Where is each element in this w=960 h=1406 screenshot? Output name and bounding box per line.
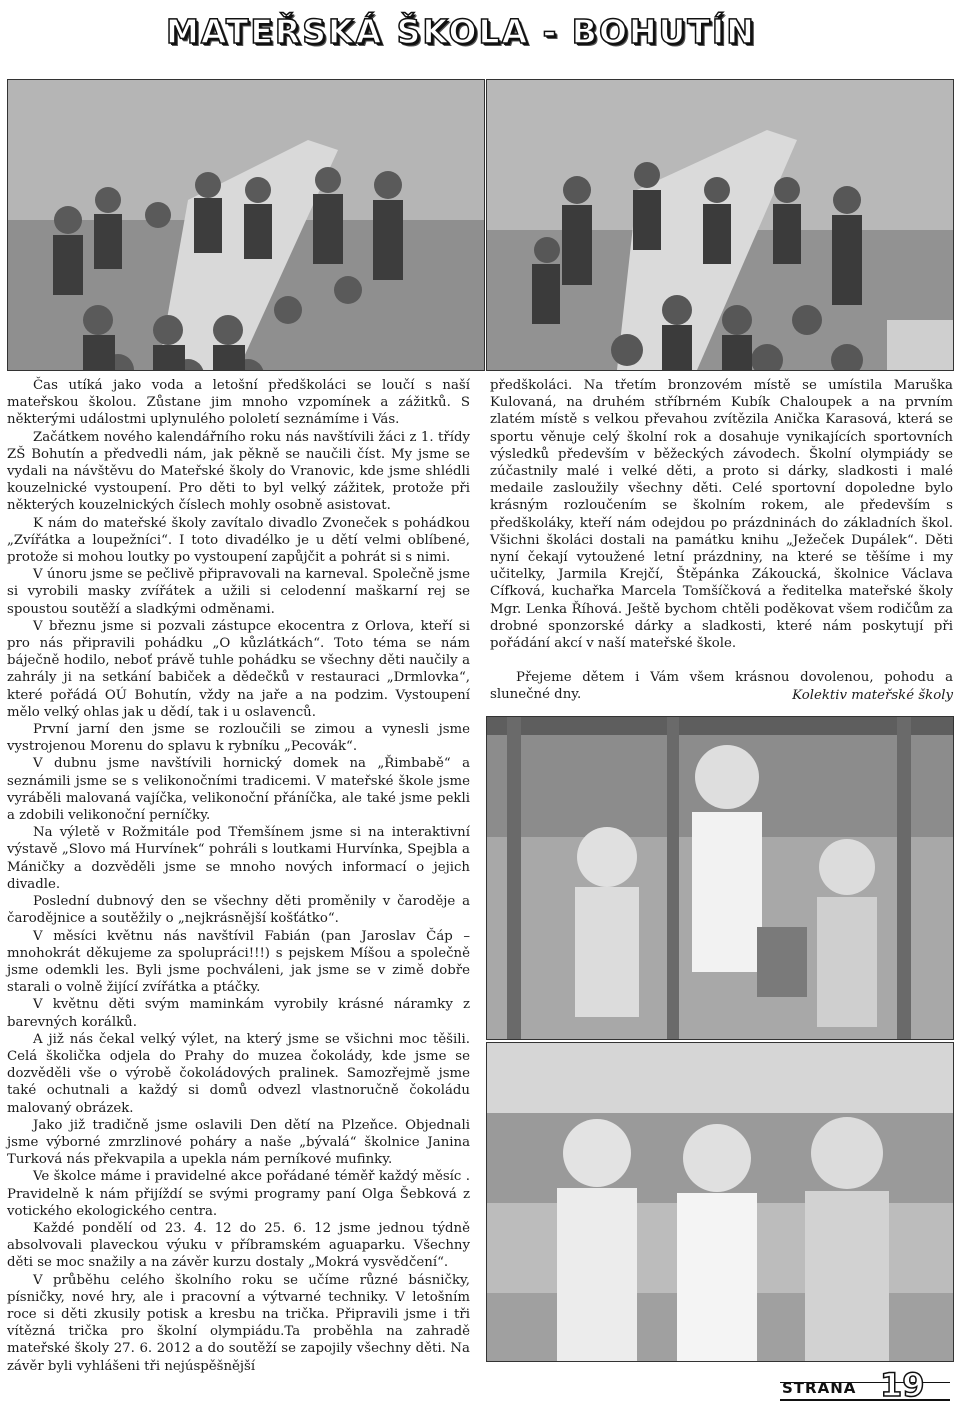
article-paragraph: Poslední dubnový den se všechny děti proměnily v čaroděje a čarodějnice a soutěžily o „nejkrásnější košťátko“. bbox=[7, 894, 470, 927]
group-photo-left bbox=[7, 79, 485, 371]
article-paragraph: Každé pondělí od 23. 4. 12 do 25. 6. 12 jsme jednou týdně absolvovali plaveckou výuku v příbramském aguaparku. Všechny děti se moc snažily a na závěr kurzu dostaly „Mokrá vysvědčení“. bbox=[7, 1220, 470, 1271]
article-paragraph: K nám do mateřské školy zavítalo divadlo Zvoneček s pohádkou „Zvířátka a loupežníci“. I toto divadélko je u dětí velmi oblíbené, protože si mohou loutky po vystoupení zapůjčit a pohrát si s nimi. bbox=[7, 515, 470, 566]
article-paragraph: V květnu děti svým maminkám vyrobily krásné náramky z barevných korálků. bbox=[7, 997, 470, 1030]
article-left-column bbox=[7, 377, 470, 1375]
article-paragraph: A již nás čekal velký výlet, na který jsme se všichni moc těšili. Celá školička odjela do Prahy do muzea čokolády, kde jsme se dozvěděli vše o výrobě čokoládových pralinek. Samozřejmě jsme také ochutnali a každý si domů odvezl vlastnoručně čokoládu malovaný obrázek. bbox=[7, 1031, 470, 1116]
article-paragraph: Přejeme dětem i Vám všem krásnou dovolenou, pohodu a slunečné dny. bbox=[490, 670, 953, 703]
children-medals-photo bbox=[486, 716, 954, 1040]
article-paragraph: V březnu jsme si pozvali zástupce ekocentra z Orlova, kteří si pro nás připravili pohádku „O kůzlátkách“. Toto téma se nám báječně hodilo, neboť právě tuhle pohádku se všechny děti naučily a zahrály ji na setkání babiček a dědečků v restauraci „Drmlovka“, které pořádá OÚ Bohutín, vždy na jaře a na podzim. Vystoupení mělo velký ohlas jak u dědí, tak i u oslavenců. bbox=[7, 618, 470, 720]
article-paragraph: V měsíci květnu nás navštívil Fabián (pan Jaroslav Čáp – mnohokrát děkujeme za spolupráci!!!) s pejskem Míšou a společně jsme odemkli les. Byli jsme pochváleni, jak jsme se v zimě dobře starali o volně žijící zvířátka a ptáčky. bbox=[7, 928, 470, 996]
article-paragraph: Začátkem nového kalendářního roku nás navštívili žáci z 1. třídy ZŠ Bohutín a předvedli nám, jak pěkně se naučili číst. My jsme se vydali na návštěvu do Mateřské školy do Vranovic, kde jsme shlédli kouzelnické vystoupení. Pro děti to byl velký zážitek, protože při některých kouzelnických číslech mohly osobně asistovat. bbox=[7, 429, 470, 514]
article-paragraph: Na výletě v Rožmitále pod Třemšínem jsme si na interaktivní výstavě „Slovo má Hurvínek“ pohráli s loutkami Hurvínka, Spejbla a Máničky a dozvěděli jsme se mnoho nových informací o jejich divadle. bbox=[7, 825, 470, 892]
article-paragraph: Čas utíká jako voda a letošní předškoláci se loučí s naší mateřskou školou. Zůstane jim mnoho vzpomínek a zážitků. S některými událostmi uplynulého pololetí seznámíme i Vás. bbox=[7, 378, 470, 428]
article-paragraph: První jarní den jsme se rozloučili se zimou a vynesli jsme vystrojenou Morenu do splavu k rybníku „Pecovák“. bbox=[7, 722, 470, 755]
article-paragraph: předškoláci. Na třetím bronzovém místě se umístila Maruška Kulovaná, na druhém stříbrném Kubík Chaloupek a na prvním zlatém místě s velkou převahou zvítězila Anička Karasová, která se sportu věnuje celý školní rok a dosahuje vynikajících sportovních výsledků především v běžeckých závodech. Školní olympiády se zúčastnily malé i velké děti, a proto si dárky, sladkosti i malé medaile zasloužily všechny děti. Celé sportovní dopoledne bylo krásným rozloučením se školním rokem, ale především s předškoláky, kteří nám odejdou po prázdninách do základních škol. Všichni školáci dostali na památku knihu „Ježeček Dupálek“. Děti nyní čekají vytoužené letní prázdniny, na které se těšíme i my učitelky, Jarmila Krejčí, Štěpánka Zákoucká, školnice Václava Cífková, kuchařka Marcela Tomšíčková a ředitelka mateřské školy Mgr. Lenka Říhová. Ještě bychom chtěli poděkovat všem rodičům za drobné sponzorské dárky a sladkosti, které nám poskytují při pořádání akcí v naší mateřské škole. bbox=[490, 378, 953, 652]
page-label: STRANA bbox=[782, 1379, 857, 1397]
article-paragraph: Ve školce máme i pravidelné akce pořádané téměř každý měsíc . Pravidelně k nám přijíždí se svými programy paní Olga Šebková z votického ekologického centra. bbox=[7, 1169, 470, 1219]
article-paragraph: V průběhu celého školního roku se učíme různé básničky, písničky, nové hry, ale i pracovní a výtvarné techniky. V letošním roce si děti zkusily potisk a kresbu na trička. Připravili jsme i tři vítězná trička pro školní olympiádu.Ta proběhla na zahradě mateřské školy 27. 6. 2012 a do soutěží se zapojily všechny děti. Na závěr byli vyhlášeni tři nejúspěšnější bbox=[7, 1272, 470, 1374]
article-paragraph: V dubnu jsme navštívili hornický domek na „Řimbabě“ a seznámili jsme se s velikonočními tradicemi. V mateřské škole jsme vyráběli malovaná vajíčka, velikonoční přáníčka, ale také jsme pekli a zdobili velikonoční perníčky. bbox=[7, 756, 470, 824]
girls-medals-photo bbox=[486, 1042, 954, 1362]
group-photo-right bbox=[486, 79, 954, 371]
article-paragraph: Jako již tradičně jsme oslavili Den dětí na Plzeňce. Objednali jsme výborné zmrzlinové poháry a naše „bývalá“ školnice Janina Turková nás překvapila a upekla nám perníkové mufinky. bbox=[7, 1117, 470, 1168]
signature: Kolektiv mateřské školy bbox=[792, 688, 953, 703]
article-right-column bbox=[490, 377, 953, 704]
page-number: 19 bbox=[880, 1366, 925, 1404]
page-header-title: MATEŘSKÁ ŠKOLA - BOHUTÍN bbox=[166, 12, 756, 51]
article-paragraph: V únoru jsme se pečlivě připravovali na karneval. Společně jsme si vyrobili masky zvířátek a užili si celodenní maškarní rej se spoustou soutěží a sladkými odměnami. bbox=[7, 567, 470, 617]
